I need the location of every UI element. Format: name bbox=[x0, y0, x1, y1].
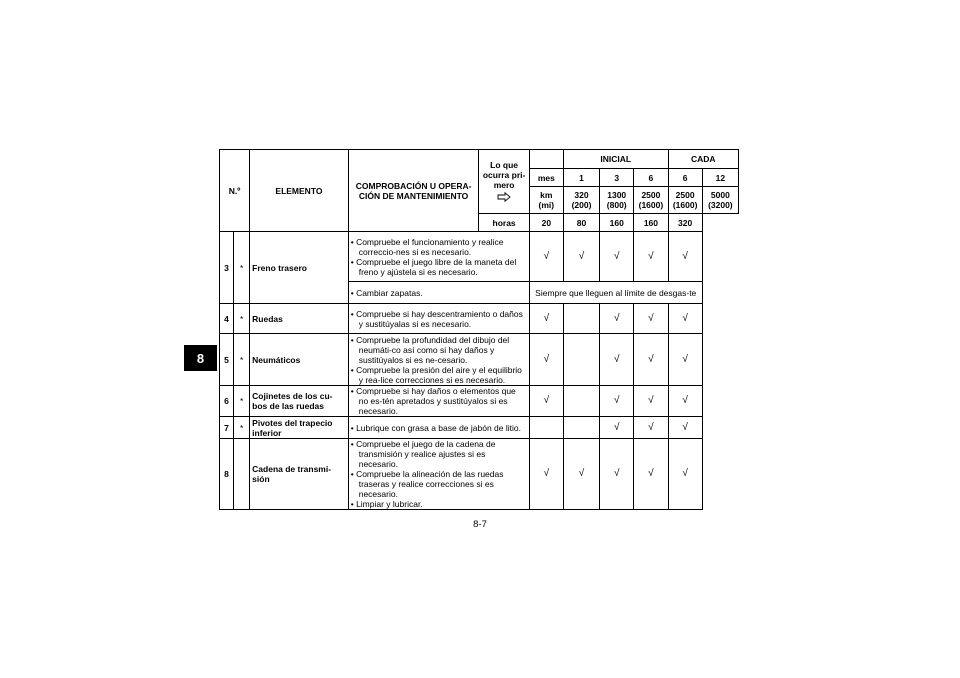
check-cell: √ bbox=[634, 417, 668, 439]
check-item: • Compruebe la profundidad del dibujo del neumáti-co así como si hay daños y sustitúyalos si es ne-cesario. bbox=[351, 335, 527, 365]
hours-value: 320 bbox=[668, 214, 702, 232]
check-cell: √ bbox=[563, 232, 599, 282]
header-every: CADA bbox=[668, 150, 738, 169]
check-cell: √ bbox=[668, 439, 702, 510]
header-number: N.º bbox=[220, 150, 250, 232]
wear-limit-note: Siempre que lleguen al límite de desgas-te bbox=[529, 282, 702, 304]
check-cell: √ bbox=[668, 304, 702, 334]
row-number: 8 bbox=[220, 439, 234, 510]
table-row bbox=[220, 439, 739, 510]
check-list bbox=[351, 237, 527, 277]
check-cell: √ bbox=[634, 439, 668, 510]
month-value: 12 bbox=[702, 169, 738, 187]
hours-value: 160 bbox=[600, 214, 634, 232]
km-value: 320 (200) bbox=[563, 187, 599, 214]
check-cell bbox=[563, 386, 599, 417]
month-value: 3 bbox=[600, 169, 634, 187]
row-number: 7 bbox=[220, 417, 234, 439]
check-item: • Compruebe la alineación de las ruedas traseras y realice correcciones si es necesario. bbox=[351, 469, 527, 499]
header-first-label: Lo que ocurra pri-mero bbox=[482, 159, 526, 190]
km-value: 1300 (800) bbox=[600, 187, 634, 214]
check-cell: √ bbox=[668, 386, 702, 417]
row-mark: * bbox=[234, 304, 250, 334]
check-cell: √ bbox=[668, 334, 702, 386]
chapter-tab: 8 bbox=[184, 345, 217, 371]
row-element: Pivotes del trapecio inferior bbox=[250, 417, 349, 439]
km-value: 2500 (1600) bbox=[668, 187, 702, 214]
km-label: km (mi) bbox=[529, 187, 563, 214]
month-value: 6 bbox=[634, 169, 668, 187]
check-item: • Limpiar y lubricar. bbox=[351, 499, 527, 509]
row-element: Cadena de transmi-sión bbox=[250, 439, 349, 510]
check-cell: √ bbox=[634, 334, 668, 386]
row-element: Freno trasero bbox=[250, 232, 349, 304]
check-cell: √ bbox=[634, 232, 668, 282]
month-value: 6 bbox=[668, 169, 702, 187]
row-check-items bbox=[348, 232, 529, 282]
table-row bbox=[220, 417, 739, 439]
row-mark: * bbox=[234, 334, 250, 386]
row-mark: * bbox=[234, 386, 250, 417]
check-cell: √ bbox=[600, 334, 634, 386]
maintenance-table bbox=[219, 149, 739, 510]
row-mark: * bbox=[234, 417, 250, 439]
row-element: Neumáticos bbox=[250, 334, 349, 386]
table-row bbox=[220, 304, 739, 334]
header-check: COMPROBACIÓN U OPERA-CIÓN DE MANTENIMIENTO bbox=[348, 150, 479, 232]
row-mark: * bbox=[234, 232, 250, 304]
row-number: 4 bbox=[220, 304, 234, 334]
table-row bbox=[220, 334, 739, 386]
check-cell: √ bbox=[668, 417, 702, 439]
km-value: 5000 (3200) bbox=[702, 187, 738, 214]
hours-value: 160 bbox=[634, 214, 668, 232]
km-value: 2500 (1600) bbox=[634, 187, 668, 214]
check-cell: √ bbox=[668, 232, 702, 282]
arrow-right-icon bbox=[497, 192, 511, 202]
row-sub-items bbox=[348, 282, 529, 304]
row-check-items bbox=[348, 386, 529, 417]
check-item: • Compruebe si hay daños o elementos que no es-tén apretados y sustitúyalos si es necesario. bbox=[351, 386, 527, 416]
check-item: • Compruebe el juego libre de la maneta del freno y ajústela si es necesario. bbox=[351, 257, 527, 277]
row-check-items bbox=[348, 439, 529, 510]
check-cell: √ bbox=[600, 304, 634, 334]
check-list bbox=[351, 386, 527, 416]
check-item: • Compruebe la presión del aire y el equilibrio y rea-lice correcciones si es necesario. bbox=[351, 365, 527, 385]
row-check-items bbox=[348, 304, 529, 334]
hours-label: horas bbox=[479, 214, 529, 232]
check-item: • Compruebe el juego de la cadena de transmisión y realice ajustes si es necesario. bbox=[351, 439, 527, 469]
check-item: • Compruebe el funcionamiento y realice correccio-nes si es necesario. bbox=[351, 237, 527, 257]
table-row bbox=[220, 386, 739, 417]
check-cell bbox=[563, 417, 599, 439]
table-row bbox=[220, 232, 739, 282]
row-number: 3 bbox=[220, 232, 234, 304]
row-element: Cojinetes de los cu-bos de las ruedas bbox=[250, 386, 349, 417]
check-cell bbox=[529, 417, 563, 439]
check-item: • Compruebe si hay descentramiento o daños y sustitúyalas si es necesario. bbox=[351, 309, 527, 329]
check-list bbox=[351, 309, 527, 329]
month-label: mes bbox=[529, 169, 563, 187]
check-item: • Cambiar zapatas. bbox=[351, 288, 527, 298]
check-cell: √ bbox=[529, 334, 563, 386]
row-mark bbox=[234, 439, 250, 510]
row-number: 6 bbox=[220, 386, 234, 417]
header-first bbox=[479, 150, 529, 214]
check-cell: √ bbox=[529, 304, 563, 334]
row-number: 5 bbox=[220, 334, 234, 386]
header-initial: INICIAL bbox=[563, 150, 668, 169]
check-list bbox=[351, 439, 527, 509]
check-cell bbox=[563, 304, 599, 334]
hours-value: 80 bbox=[563, 214, 599, 232]
hours-value: 20 bbox=[529, 214, 563, 232]
page-number: 8-7 bbox=[473, 519, 487, 530]
header-element: ELEMENTO bbox=[250, 150, 349, 232]
check-cell: √ bbox=[529, 439, 563, 510]
check-item: • Lubrique con grasa a base de jabón de litio. bbox=[351, 423, 527, 433]
row-check-items bbox=[348, 334, 529, 386]
check-cell bbox=[563, 334, 599, 386]
check-cell: √ bbox=[600, 386, 634, 417]
check-list bbox=[351, 335, 527, 385]
check-cell: √ bbox=[600, 439, 634, 510]
row-element: Ruedas bbox=[250, 304, 349, 334]
check-cell: √ bbox=[634, 304, 668, 334]
check-cell: √ bbox=[634, 386, 668, 417]
check-cell: √ bbox=[529, 386, 563, 417]
check-cell: √ bbox=[600, 232, 634, 282]
row-check-items bbox=[348, 417, 529, 439]
month-value: 1 bbox=[563, 169, 599, 187]
check-list bbox=[351, 423, 527, 433]
check-cell: √ bbox=[600, 417, 634, 439]
check-cell: √ bbox=[529, 232, 563, 282]
check-list bbox=[351, 288, 527, 298]
check-cell: √ bbox=[563, 439, 599, 510]
